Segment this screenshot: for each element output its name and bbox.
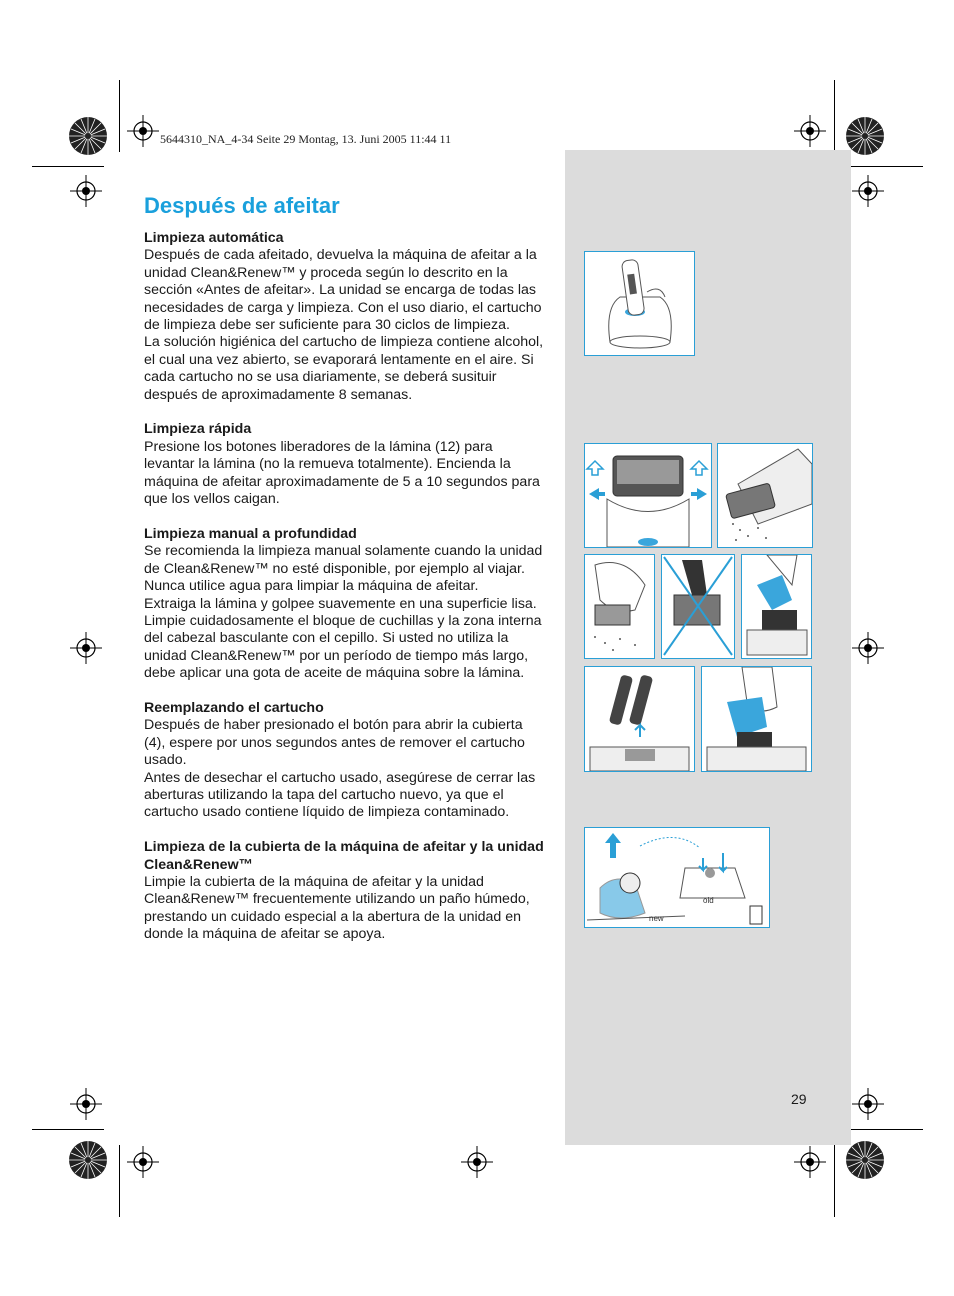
main-content (144, 230, 544, 961)
figure-shaver-in-station (584, 251, 695, 356)
section-replacing-cartridge (144, 700, 544, 822)
paragraph: Se recomienda la limpieza manual solamente cuando la unidad de Clean&Renew™ no esté disponible, por ejemplo al viajar. Nunca utilice agua para limpiar la máquina de afeitar. (144, 543, 543, 595)
paragraph: Limpie la cubierta de la máquina de afeitar y la unidad Clean&Renew™ frecuentemente utilizando un paño húmedo, prestando un cuidado especial a la abertura de la unidad en donde la máquina de afeitar se apoya. (144, 873, 530, 943)
section-heading: Limpieza rápida (144, 421, 252, 438)
paragraph: La solución higiénica del cartucho de limpieza contiene alcohol, el cual una vez abierto, se evaporará lentamente en el aire. Si cada cartucho no se usa diariamente, se deberá susituir después de aproximadamente 8 semanas. (144, 334, 544, 403)
figure-cutter-blocks (584, 666, 695, 772)
hairs-fall-illustration (718, 444, 812, 547)
cartridge-new-label: new (649, 914, 664, 923)
section-manual-cleaning (144, 526, 544, 683)
sunburst-mark (846, 1141, 884, 1179)
foil-release-illustration (585, 444, 711, 547)
brush-head-illustration (702, 667, 811, 771)
figure-foil-release (584, 443, 712, 548)
tap-foil-illustration (585, 555, 654, 658)
paragraph: Después de haber presionado el botón para abrir la cubierta (4), espere por unos segundos antes de remover el cartucho usado. (144, 717, 525, 769)
paragraph: Presione los botones liberadores de la lámina (12) para levantar la lámina (no la remueva totalmente). Encienda la máquina de afeitar aproximadamente de 5 a 10 segundos para que los vellos caigan. (144, 438, 540, 508)
page-number: 29 (791, 1091, 807, 1107)
print-slug: 5644310_NA_4-34 Seite 29 Montag, 13. Juni 2005 11:44 11 (160, 132, 452, 146)
paragraph: Después de cada afeitado, devuelva la máquina de afeitar a la unidad Clean&Renew™ y proceda según lo descrito en la sección «Antes de afeitar». La unidad se encarga de todas las necesidades de carga y limpieza. Con el uso diario, el cartucho de limpieza debe ser suficiente para 30 ciclos de limpieza. (144, 247, 542, 334)
section-heading: Limpieza manual a profundidad (144, 525, 357, 542)
page-title: Después de afeitar (144, 193, 340, 218)
figure-do-not-brush-foil (661, 554, 735, 659)
sunburst-mark (69, 1141, 107, 1179)
figure-hairs-fall (717, 443, 813, 548)
section-heading: Limpieza de la cubierta de la máquina de afeitar y la unidad Clean&Renew™ (144, 839, 544, 873)
brush-cutter-illustration (742, 555, 811, 658)
figure-cartridge-replacement (584, 827, 770, 928)
paragraph: Extraiga la lámina y golpee suavemente en una superficie lisa. Limpie cuidadosamente el bloque de cuchillas y la zona interna del cabezal basculante con el cepillo. Si usted no utiliza la unidad Clean&Renew™ por un período de tiempo más largo, debe aplicar una gota de aceite de máquina sobre la lámina. (144, 595, 542, 682)
cartridge-replacement-illustration (585, 828, 769, 927)
section-automatic-cleaning (144, 230, 544, 404)
section-quick-cleaning (144, 421, 544, 508)
do-not-brush-illustration (662, 555, 734, 658)
figure-tap-foil (584, 554, 655, 659)
cutter-blocks-illustration (585, 667, 694, 771)
sunburst-mark (69, 117, 107, 155)
sunburst-mark (846, 117, 884, 155)
shaver-station-illustration (585, 252, 694, 355)
paragraph: Antes de desechar el cartucho usado, asegúrese de cerrar las aberturas utilizando la tapa del cartucho nuevo, ya que el cartucho usado contiene líquido de limpieza contaminado. (144, 769, 536, 821)
section-heading: Limpieza automática (144, 230, 284, 246)
figure-brush-cutter-block (741, 554, 812, 659)
section-housing-cleaning (144, 839, 544, 943)
cartridge-old-label: old (703, 896, 714, 905)
figure-brush-head (701, 666, 812, 772)
section-heading: Reemplazando el cartucho (144, 699, 324, 716)
